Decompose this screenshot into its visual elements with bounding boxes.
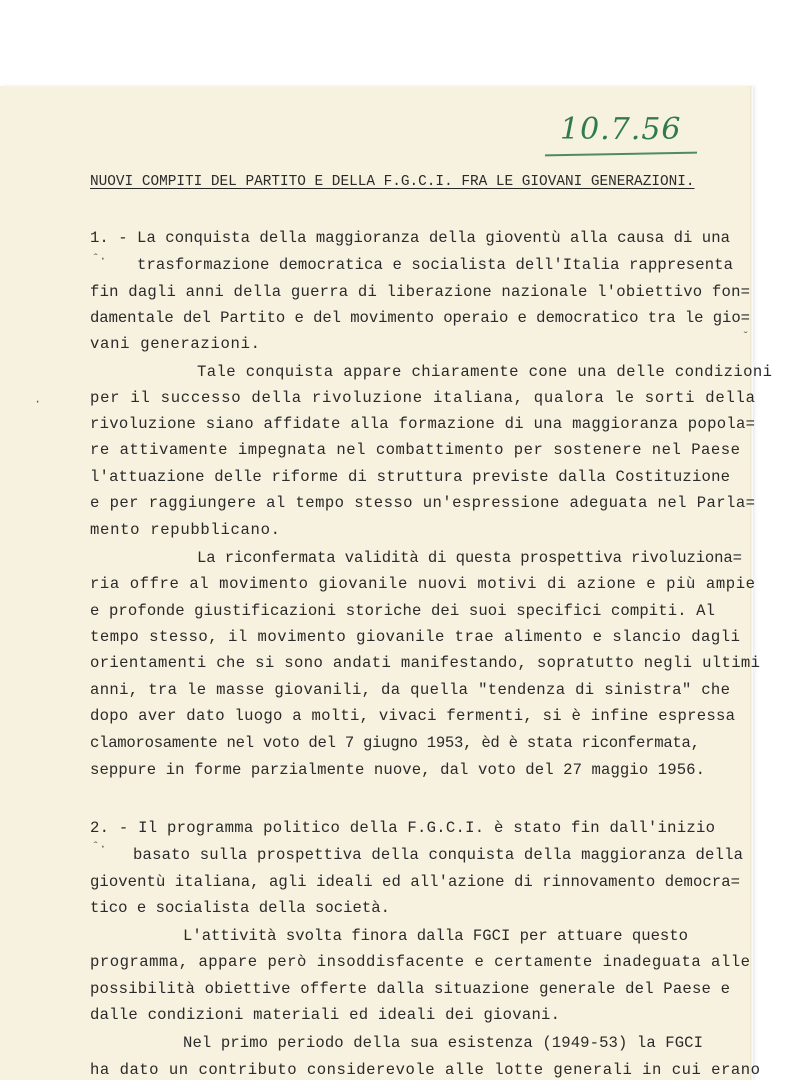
text-line: ha dato un contributo considerevole alle lotte generali in cui erano <box>90 1061 761 1079</box>
text-line: tico e socialista della società. <box>90 899 391 917</box>
text-line: 1. - La conquista della maggioranza della gioventù alla causa di una <box>90 229 731 247</box>
text-line: trasformazione democratica e socialista dell'Italia rappresenta <box>137 256 734 274</box>
text-line: re attivamente impegnata nel combattimento per sostenere nel Paese <box>90 441 741 459</box>
text-line: basato sulla prospettiva della conquista della maggioranza della <box>133 846 744 864</box>
text-line: e profonde giustificazioni storiche dei suoi specifici compiti. Al <box>90 602 716 620</box>
text-line: seppure in forme parzialmente nuove, dal voto del 27 maggio 1956. <box>90 761 706 779</box>
text-line: Tale conquista appare chiaramente cone una delle condizioni <box>197 363 773 381</box>
text-line: dopo aver dato luogo a molti, vivaci fermenti, si è infine espressa <box>90 707 736 725</box>
text-line: possibilità obiettive offerte dalla situazione generale del Paese e <box>90 980 731 998</box>
text-line: rivoluzione siano affidate alla formazione di una maggioranza popola= <box>90 415 756 433</box>
text-line: 2. - Il programma politico della F.G.C.I. è stato fin dall'inizio <box>90 819 716 837</box>
text-line: programma, appare però insoddisfacente e certamente inadeguata alle <box>90 953 751 971</box>
handwritten-date: 10.7.56 <box>560 112 682 147</box>
text-line: clamorosamente nel voto del 7 giugno 1953, èd è stata riconfermata, <box>90 734 700 752</box>
margin-mark: ˆ· <box>92 252 107 266</box>
margin-mark: ˆ· <box>92 840 107 854</box>
document-title: NUOVI COMPITI DEL PARTITO E DELLA F.G.C.I. FRA LE GIOVANI GENERAZIONI. <box>90 174 695 190</box>
text-line: dalle condizioni materiali ed ideali dei giovani. <box>90 1006 561 1024</box>
margin-mark: ˇ <box>742 330 750 344</box>
text-line: anni, tra le masse giovanili, da quella "tendenza di sinistra" che <box>90 681 731 699</box>
text-line: damentale del Partito e del movimento operaio e democratico tra le gio= <box>90 309 750 327</box>
text-line: per il successo della rivoluzione italiana, qualora le sorti della <box>90 389 756 407</box>
text-line: vani generazioni. <box>90 335 261 353</box>
text-line: Nel primo periodo della sua esistenza (1949-53) la FGCI <box>183 1034 704 1052</box>
text-line: fin dagli anni della guerra di liberazione nazionale l'obiettivo fon= <box>90 283 751 301</box>
text-line: La riconfermata validità di questa prospettiva rivoluziona= <box>197 549 742 567</box>
text-line: ria offre al movimento giovanile nuovi motivi di azione e più ampie <box>90 575 756 593</box>
text-line: L'attività svolta finora dalla FGCI per attuare questo <box>183 927 688 945</box>
text-line: l'attuazione delle riforme di struttura previste dalla Costituzione <box>90 468 731 486</box>
text-line: tempo stesso, il movimento giovanile trae alimento e slancio dagli <box>90 628 741 646</box>
text-line: orientamenti che si sono andati manifestando, sopratutto negli ultimi <box>90 654 761 672</box>
text-line: mento repubblicano. <box>90 521 281 539</box>
margin-mark: · <box>34 395 42 409</box>
text-line: gioventù italiana, agli ideali ed all'azione di rinnovamento democra= <box>90 873 741 891</box>
text-line: e per raggiungere al tempo stesso un'espressione adeguata nel Parla= <box>90 494 756 512</box>
